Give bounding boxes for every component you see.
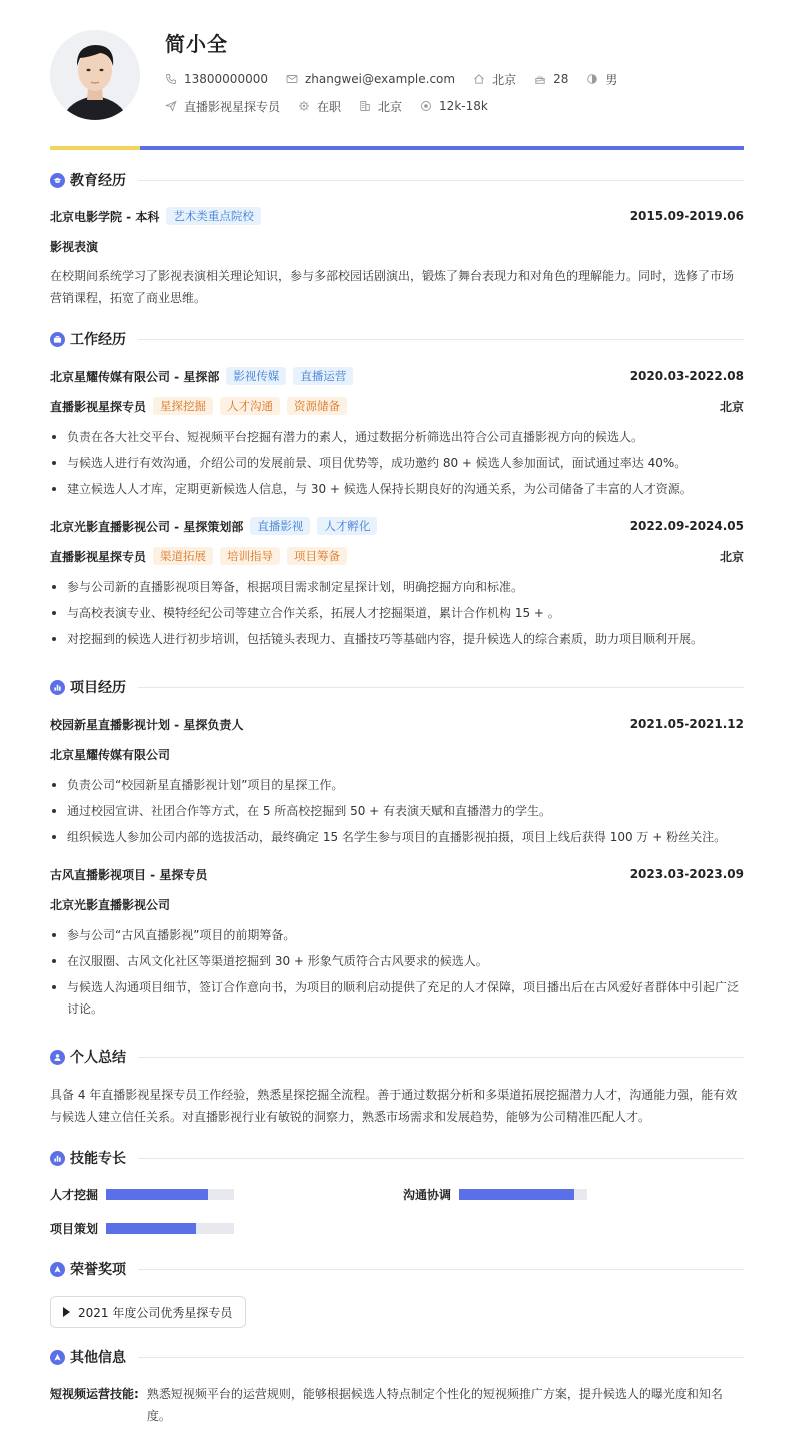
- user-icon: [50, 1050, 65, 1065]
- section-line: [138, 180, 744, 181]
- list-item: 与高校表演专业、模特经纪公司等建立合作关系，拓展人才挖掘渠道，累计合作机构 15 + 。: [50, 602, 744, 624]
- graduation-cap-icon: [50, 173, 65, 188]
- company-tag: 影视传媒: [226, 367, 286, 385]
- project-bullet-list: [50, 924, 744, 1024]
- section-heading: 项目经历: [70, 680, 126, 696]
- phone-text: 13800000000: [184, 72, 268, 86]
- status-text: 在职: [317, 99, 342, 114]
- header-divider-accent: [50, 146, 140, 150]
- work-bullet-list: [50, 576, 744, 654]
- other-info-label: 短视频运营技能:: [50, 1387, 139, 1401]
- medal-icon: [50, 1350, 65, 1365]
- other-info-text: 熟悉短视频平台的运营规则，能够根据候选人特点制定个性化的短视频推广方案，提升候选人的曝光度和知名度。: [146, 1387, 723, 1423]
- list-item: 负责在各大社交平台、短视频平台挖掘有潜力的素人，通过数据分析筛选出符合公司直播影视方向的候选人。: [50, 426, 744, 448]
- section-summary-title: [50, 1047, 744, 1067]
- list-item: 组织候选人参加公司内部的选拔活动，最终确定 15 名学生参与项目的直播影视拍摄，项目上线后获得 100 万 + 粉丝关注。: [50, 826, 744, 848]
- project-company: 北京光影直播影视公司: [50, 897, 171, 912]
- skill-bar-fill: [106, 1189, 208, 1200]
- skill-name: 项目策划: [50, 1221, 99, 1236]
- list-item: 对挖掘到的候选人进行初步培训，包括镜头表现力、直播技巧等基础内容，提升候选人的综合素质，助力项目顺利开展。: [50, 628, 744, 650]
- school-tag: 艺术类重点院校: [166, 207, 261, 225]
- cake-icon: [534, 73, 546, 85]
- project-title: 校园新星直播影视计划 - 星探负责人: [50, 717, 244, 732]
- position-tag: 星探挖掘: [153, 397, 213, 415]
- home-icon: [473, 73, 485, 85]
- gender-text: 男: [605, 72, 618, 87]
- section-line: [138, 1158, 744, 1159]
- work-city: 北京: [719, 549, 744, 564]
- work-date: 2022.09-2024.05: [629, 519, 744, 533]
- work-company-row: [50, 516, 744, 536]
- award-text: 2021 年度公司优秀星探专员: [78, 1305, 233, 1320]
- work-company-row: [50, 366, 744, 386]
- send-icon: [165, 100, 177, 112]
- location-text: 北京: [492, 72, 517, 87]
- project-title: 古风直播影视项目 - 星探专员: [50, 867, 208, 882]
- target-city-text: 北京: [378, 99, 403, 114]
- status-item: [298, 98, 341, 115]
- section-line: [138, 339, 744, 340]
- gear-icon: [298, 100, 310, 112]
- section-heading: 教育经历: [70, 173, 126, 189]
- section-skills-title: [50, 1148, 744, 1168]
- work-position-row: [50, 546, 744, 566]
- section-work-title: [50, 329, 744, 349]
- company-name: 北京光影直播影视公司 - 星探策划部: [50, 519, 244, 534]
- company-name: 北京星耀传媒有限公司 - 星探部: [50, 369, 220, 384]
- project-title-row: [50, 714, 744, 734]
- company-tag: 人才孵化: [317, 517, 377, 535]
- project-company-row: [50, 744, 744, 764]
- list-item: 建立候选人人才库，定期更新候选人信息，与 30 + 候选人保持长期良好的沟通关系，为公司储备了丰富的人才资源。: [50, 478, 744, 500]
- section-heading: 荣誉奖项: [70, 1262, 126, 1278]
- phone-item: [165, 72, 268, 86]
- position-tag: 培训指导: [220, 547, 280, 565]
- skill-item: [403, 1184, 587, 1204]
- project-title-row: [50, 864, 744, 884]
- summary-text: 具备 4 年直播影视星探专员工作经验，熟悉星探挖掘全流程。善于通过数据分析和多渠道拓展挖掘潜力人才，沟通能力强，能有效与候选人建立信任关系。对直播影视行业有敏锐的洞察力，熟悉市场需求和发展趋势，能够为公司精准匹配人才。: [50, 1088, 738, 1124]
- job-intention-row: [165, 97, 506, 115]
- bar-chart-icon: [50, 1151, 65, 1166]
- salary-text: 12k-18k: [439, 99, 488, 113]
- section-heading: 技能专长: [70, 1151, 126, 1167]
- work-date: 2020.03-2022.08: [629, 369, 744, 383]
- section-line: [138, 1057, 744, 1058]
- list-item: 通过校园宣讲、社团合作等方式，在 5 所高校挖掘到 50 + 有表演天赋和直播潜力的学生。: [50, 800, 744, 822]
- skill-bar-track: [106, 1223, 234, 1234]
- section-honors-title: [50, 1259, 744, 1279]
- skill-bar-track: [459, 1189, 587, 1200]
- project-company-row: [50, 894, 744, 914]
- skill-name: 沟通协调: [403, 1187, 452, 1202]
- position-tag: 项目筹备: [287, 547, 347, 565]
- work-city: 北京: [719, 399, 744, 414]
- section-line: [138, 687, 744, 688]
- salary-item: [420, 99, 488, 113]
- list-item: 在汉服圈、古风文化社区等渠道挖掘到 30 + 形象气质符合古风要求的候选人。: [50, 950, 744, 972]
- skill-item: [50, 1218, 234, 1238]
- mail-icon: [286, 73, 298, 85]
- company-tag: 直播影视: [250, 517, 310, 535]
- skill-name: 人才挖掘: [50, 1187, 99, 1202]
- project-bullet-list: [50, 774, 744, 852]
- position-tag: 人才沟通: [220, 397, 280, 415]
- section-heading: 其他信息: [70, 1350, 126, 1366]
- section-line: [138, 1269, 744, 1270]
- major-name: 影视表演: [50, 239, 99, 254]
- position-tag: 资源储备: [287, 397, 347, 415]
- position-name: 直播影视星探专员: [50, 399, 147, 414]
- list-item: 负责公司“校园新星直播影视计划”项目的星探工作。: [50, 774, 744, 796]
- skill-bar-fill: [459, 1189, 574, 1200]
- section-other-title: [50, 1347, 744, 1367]
- resume-header: [50, 28, 744, 123]
- bar-chart-icon: [50, 680, 65, 695]
- email-item: [286, 72, 455, 86]
- section-education-title: [50, 170, 744, 190]
- medal-icon: [50, 1262, 65, 1277]
- list-item: 与候选人进行有效沟通，介绍公司的发展前景、项目优势等，成功邀约 80 + 候选人参加面试，面试通过率达 40%。: [50, 452, 744, 474]
- skill-bar-track: [106, 1189, 234, 1200]
- age-item: [534, 72, 568, 86]
- list-item: 参与公司“古风直播影视”项目的前期筹备。: [50, 924, 744, 946]
- target-job-item: [165, 98, 280, 115]
- education-description: 在校期间系统学习了影视表演相关理论知识，参与多部校园话剧演出，锻炼了舞台表现力和对角色的理解能力。同时，选修了市场营销课程，拓宽了商业思维。: [50, 269, 735, 305]
- project-date: 2023.03-2023.09: [629, 867, 744, 881]
- school-name: 北京电影学院 - 本科: [50, 209, 160, 224]
- work-bullet-list: [50, 426, 744, 504]
- company-tag: 直播运营: [293, 367, 353, 385]
- education-major-row: [50, 236, 744, 256]
- gender-icon: [586, 73, 598, 85]
- contact-row: [165, 70, 635, 88]
- position-name: 直播影视星探专员: [50, 549, 147, 564]
- briefcase-icon: [50, 332, 65, 347]
- section-projects-title: [50, 677, 744, 697]
- gender-item: [586, 71, 617, 88]
- candidate-name: 简小全: [165, 32, 228, 56]
- avatar: [50, 30, 140, 120]
- email-text: zhangwei@example.com: [304, 72, 456, 86]
- play-triangle-icon: [63, 1307, 70, 1317]
- work-position-row: [50, 396, 744, 416]
- phone-icon: [165, 73, 177, 85]
- project-date: 2021.05-2021.12: [629, 717, 744, 731]
- skill-item: [50, 1184, 234, 1204]
- list-item: 与候选人沟通项目细节，签订合作意向书，为项目的顺利启动提供了充足的人才保障，项目播出后在古风爱好者群体中引起广泛讨论。: [50, 976, 744, 1020]
- section-heading: 个人总结: [70, 1050, 126, 1066]
- target-job-text: 直播影视星探专员: [184, 99, 281, 114]
- target-city-item: [359, 98, 402, 115]
- list-item: 参与公司新的直播影视项目筹备，根据项目需求制定星探计划，明确挖掘方向和标准。: [50, 576, 744, 598]
- section-line: [138, 1357, 744, 1358]
- award-item[interactable]: [50, 1296, 246, 1328]
- project-company: 北京星耀传媒有限公司: [50, 747, 171, 762]
- section-heading: 工作经历: [70, 332, 126, 348]
- position-tag: 渠道拓展: [153, 547, 213, 565]
- location-item: [473, 71, 516, 88]
- coin-icon: [420, 100, 432, 112]
- age-text: 28: [553, 72, 569, 86]
- skill-bar-fill: [106, 1223, 196, 1234]
- building-icon: [359, 100, 371, 112]
- header-divider-bar: [50, 146, 744, 150]
- education-date: 2015.09-2019.06: [629, 209, 744, 223]
- other-info-row: [50, 1383, 744, 1427]
- education-header-row: [50, 206, 744, 226]
